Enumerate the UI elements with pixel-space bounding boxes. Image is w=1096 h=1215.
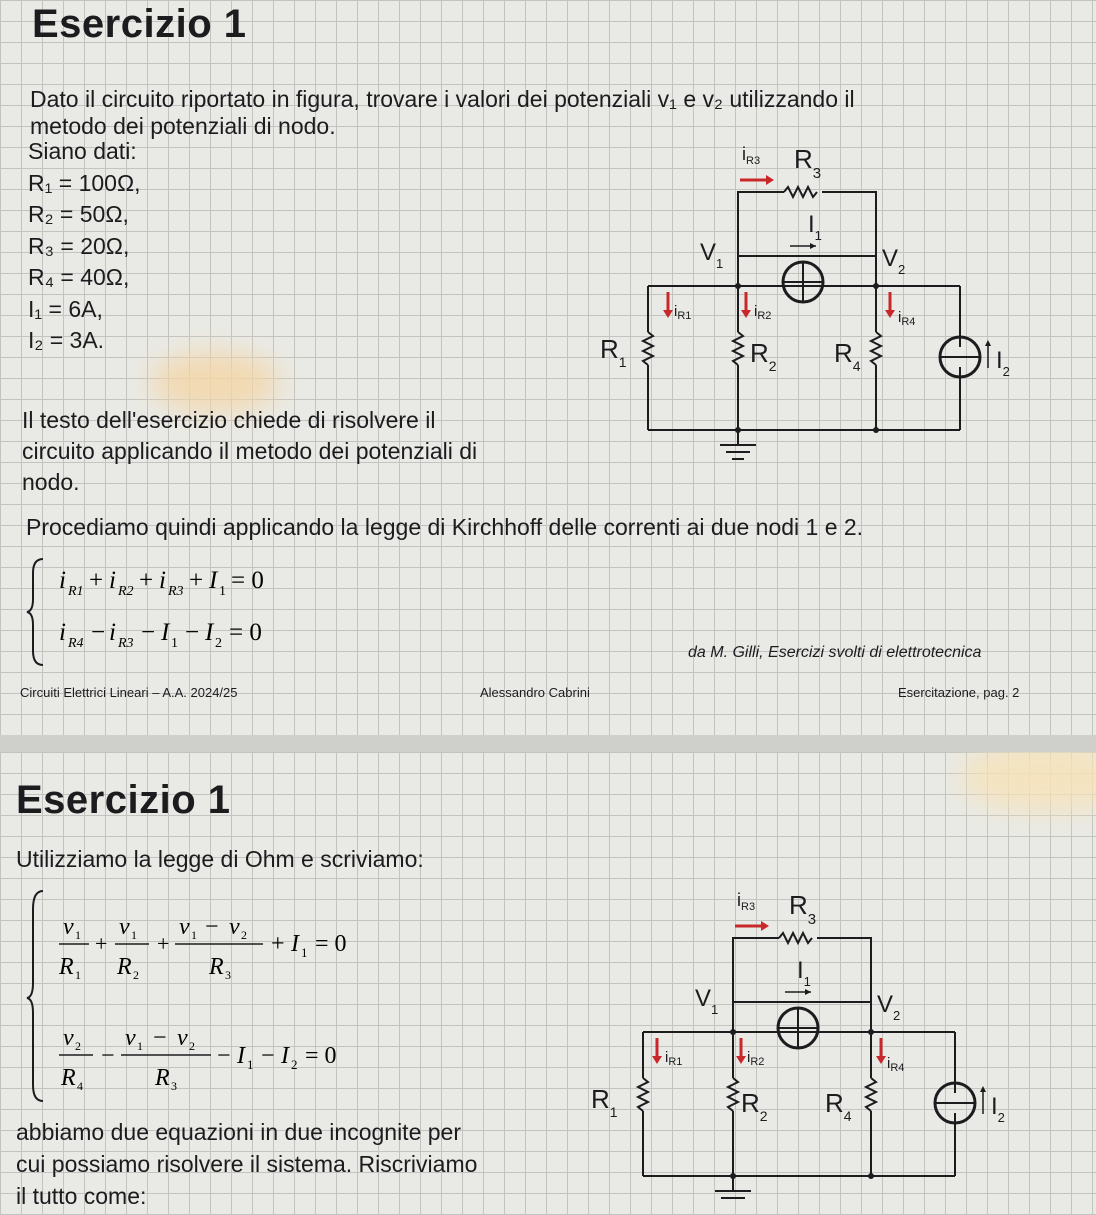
label-r1: R xyxy=(600,334,619,364)
given-i2: I₂ = 3A. xyxy=(28,327,105,353)
svg-text:+: + xyxy=(89,567,104,594)
svg-text:−: − xyxy=(261,1043,275,1069)
given-r1: R₁ = 100Ω, xyxy=(28,169,141,196)
svg-text:ν: ν xyxy=(177,1025,188,1051)
label-ir4: i xyxy=(898,309,902,326)
svg-text:2: 2 xyxy=(189,1039,195,1053)
svg-text:1: 1 xyxy=(301,945,308,960)
svg-text:R: R xyxy=(155,1065,170,1091)
svg-text:R2: $R_2$ xyxy=(741,1088,768,1124)
footer-page: Esercitazione, pag. 2 xyxy=(898,685,1020,700)
svg-text:R1: R1 xyxy=(68,584,84,599)
svg-text:R3: R3 xyxy=(168,584,184,599)
svg-text:iR1: $i_{R1}$ xyxy=(674,303,692,322)
ohm-text: Utilizziamo la legge di Ohm e scriviamo: xyxy=(16,846,424,872)
intro-line-2: metodo dei potenziali di nodo. xyxy=(30,113,336,139)
label-i1: I xyxy=(797,957,804,984)
svg-text:i: i xyxy=(109,567,116,594)
svg-text:4: 4 xyxy=(77,1079,83,1093)
svg-text:R3: R3 xyxy=(118,636,134,651)
svg-text:R: R xyxy=(209,954,224,980)
circuit-diagram xyxy=(585,886,1025,1215)
svg-text:ν: ν xyxy=(179,914,190,940)
label-i2: I xyxy=(991,1093,998,1120)
svg-text:+: + xyxy=(139,567,154,594)
givens-list xyxy=(28,136,141,357)
svg-text:= 0: = 0 xyxy=(315,931,347,957)
label-r3: R xyxy=(789,890,808,920)
closing-text xyxy=(16,1116,576,1212)
svg-text:V1: $V_1$ xyxy=(700,239,724,271)
svg-text:R2: $R_2$ xyxy=(750,338,777,374)
label-ir2: i xyxy=(747,1049,751,1066)
svg-text:R1: $R_1$ xyxy=(600,334,627,370)
svg-text:3: 3 xyxy=(225,968,231,982)
svg-text:+: + xyxy=(271,931,285,957)
svg-text:R4: $R_4$ xyxy=(834,338,861,374)
svg-text:iR2: $i_{R2}$ xyxy=(747,1049,765,1068)
task-line-1: Il testo dell'esercizio chiede di risolvere il xyxy=(22,407,436,433)
footer-course: Circuiti Elettrici Lineari – A.A. 2024/25 xyxy=(20,685,238,700)
svg-text:−: − xyxy=(185,619,200,646)
label-r4: R xyxy=(825,1088,844,1118)
given-i1: I₁ = 6A, xyxy=(28,295,103,322)
svg-text:2: 2 xyxy=(215,636,222,651)
svg-text:I: I xyxy=(237,1043,245,1069)
label-r1: R xyxy=(591,1084,610,1114)
svg-text:I1: $I_1$ xyxy=(808,211,822,243)
svg-text:−: − xyxy=(153,1025,167,1051)
label-v2: V xyxy=(877,991,894,1018)
svg-text:I1: $I_1$ xyxy=(797,957,811,989)
slide-title: Esercizio 1 xyxy=(32,2,247,46)
label-i1: I xyxy=(808,211,815,238)
svg-text:iR4: $i_{R4}$ xyxy=(898,309,916,328)
svg-text:−: − xyxy=(217,1043,231,1069)
svg-text:+: + xyxy=(189,567,204,594)
svg-text:−: − xyxy=(205,914,219,940)
svg-text:I2: $I_2$ xyxy=(996,347,1010,379)
svg-text:3: 3 xyxy=(171,1079,177,1093)
photo-glare xyxy=(960,752,1096,812)
svg-text:1: 1 xyxy=(137,1039,143,1053)
svg-text:V1: $V_1$ xyxy=(695,985,719,1017)
svg-text:1: 1 xyxy=(131,928,137,942)
label-r2: R xyxy=(741,1088,760,1118)
svg-text:V2: $V_2$ xyxy=(882,245,906,277)
svg-text:= 0: = 0 xyxy=(231,567,264,594)
label-r3: R xyxy=(794,144,813,174)
task-text xyxy=(22,405,612,498)
svg-text:= 0: = 0 xyxy=(229,619,262,646)
label-v1: V xyxy=(695,985,712,1012)
svg-text:−: − xyxy=(141,619,156,646)
svg-text:I: I xyxy=(281,1043,289,1069)
svg-text:1: 1 xyxy=(247,1057,254,1072)
svg-text:R: R xyxy=(61,1065,76,1091)
kirchhoff-equations xyxy=(25,555,355,670)
svg-text:R: R xyxy=(59,954,74,980)
closing-line-2: cui possiamo risolvere il sistema. Riscriviamo xyxy=(16,1151,478,1177)
svg-text:iR4: $i_{R4}$ xyxy=(887,1055,905,1074)
svg-text:−: − xyxy=(91,619,106,646)
task-line-3: nodo. xyxy=(22,469,80,495)
circuit-diagram xyxy=(590,140,1030,470)
svg-text:1: 1 xyxy=(191,928,197,942)
svg-text:+: + xyxy=(95,931,108,956)
svg-text:R3: $R_3$ xyxy=(789,890,817,928)
given-r4: R₄ = 40Ω, xyxy=(28,264,130,290)
svg-text:iR2: $i_{R2}$ xyxy=(754,303,772,322)
label-ir3: i xyxy=(742,144,746,164)
svg-text:R1: $R_1$ xyxy=(591,1084,618,1120)
svg-text:R3: $R_3$ xyxy=(794,144,822,182)
svg-text:I: I xyxy=(161,619,170,646)
label-ir3: i xyxy=(737,890,741,910)
svg-text:i: i xyxy=(159,567,166,594)
svg-text:R4: R4 xyxy=(68,636,84,651)
svg-text:1: 1 xyxy=(75,968,81,982)
svg-text:2: 2 xyxy=(291,1057,298,1072)
credit-note: da M. Gilli, Esercizi svolti di elettrotecnica xyxy=(688,644,982,661)
svg-text:2: 2 xyxy=(133,968,139,982)
svg-text:I: I xyxy=(209,567,218,594)
svg-text:I: I xyxy=(205,619,214,646)
svg-text:= 0: = 0 xyxy=(305,1043,337,1069)
footer-author: Alessandro Cabrini xyxy=(480,685,590,700)
slide-title: Esercizio 1 xyxy=(16,778,231,822)
svg-text:ν: ν xyxy=(229,914,240,940)
task-line-2: circuito applicando il metodo dei potenziali di xyxy=(22,438,478,464)
given-r3: R₃ = 20Ω, xyxy=(28,232,130,259)
label-ir4: i xyxy=(887,1055,891,1072)
svg-text:ν: ν xyxy=(119,914,130,940)
label-ir2: i xyxy=(754,303,758,320)
svg-text:R2: R2 xyxy=(118,584,134,599)
svg-text:1: 1 xyxy=(219,584,226,599)
svg-text:I2: $I_2$ xyxy=(991,1093,1005,1125)
svg-text:R: R xyxy=(117,954,132,980)
svg-text:1: 1 xyxy=(75,928,81,942)
intro-line-1: Dato il circuito riportato in figura, trovare i valori dei potenziali v₁ e v₂ utilizzando il xyxy=(30,86,855,112)
svg-text:R4: $R_4$ xyxy=(825,1088,852,1124)
svg-text:i: i xyxy=(59,619,66,646)
kirchhoff-text: Procediamo quindi applicando la legge di Kirchhoff delle correnti ai due nodi 1 e 2. xyxy=(26,514,864,540)
svg-text:2: 2 xyxy=(241,928,247,942)
slide-2 xyxy=(0,752,1096,1215)
closing-line-3: il tutto come: xyxy=(16,1183,147,1209)
svg-text:iR3: $i_{R3}$ xyxy=(737,890,756,913)
label-v1: V xyxy=(700,239,717,266)
svg-text:1: 1 xyxy=(171,636,178,651)
label-i2: I xyxy=(996,347,1003,374)
photo-glare xyxy=(150,352,280,412)
givens-heading: Siano dati: xyxy=(28,138,137,164)
svg-text:i: i xyxy=(59,567,66,594)
svg-text:I: I xyxy=(291,931,299,957)
svg-text:iR1: $i_{R1}$ xyxy=(665,1049,683,1068)
label-v2: V xyxy=(882,245,899,272)
svg-text:ν: ν xyxy=(63,914,74,940)
svg-text:2: 2 xyxy=(75,1039,81,1053)
svg-text:ν: ν xyxy=(125,1025,136,1051)
label-ir1: i xyxy=(674,303,678,320)
closing-line-1: abbiamo due equazioni in due incognite per xyxy=(16,1119,461,1145)
label-ir1: i xyxy=(665,1049,669,1066)
svg-text:ν: ν xyxy=(63,1025,74,1051)
svg-text:V2: $V_2$ xyxy=(877,991,901,1023)
svg-text:iR3: $i_{R3}$ xyxy=(742,144,761,167)
svg-text:i: i xyxy=(109,619,116,646)
given-r2: R₂ = 50Ω, xyxy=(28,201,129,227)
ohm-equations xyxy=(25,887,395,1112)
svg-text:+: + xyxy=(157,931,170,956)
svg-text:−: − xyxy=(101,1043,115,1069)
label-r2: R xyxy=(750,338,769,368)
label-r4: R xyxy=(834,338,853,368)
